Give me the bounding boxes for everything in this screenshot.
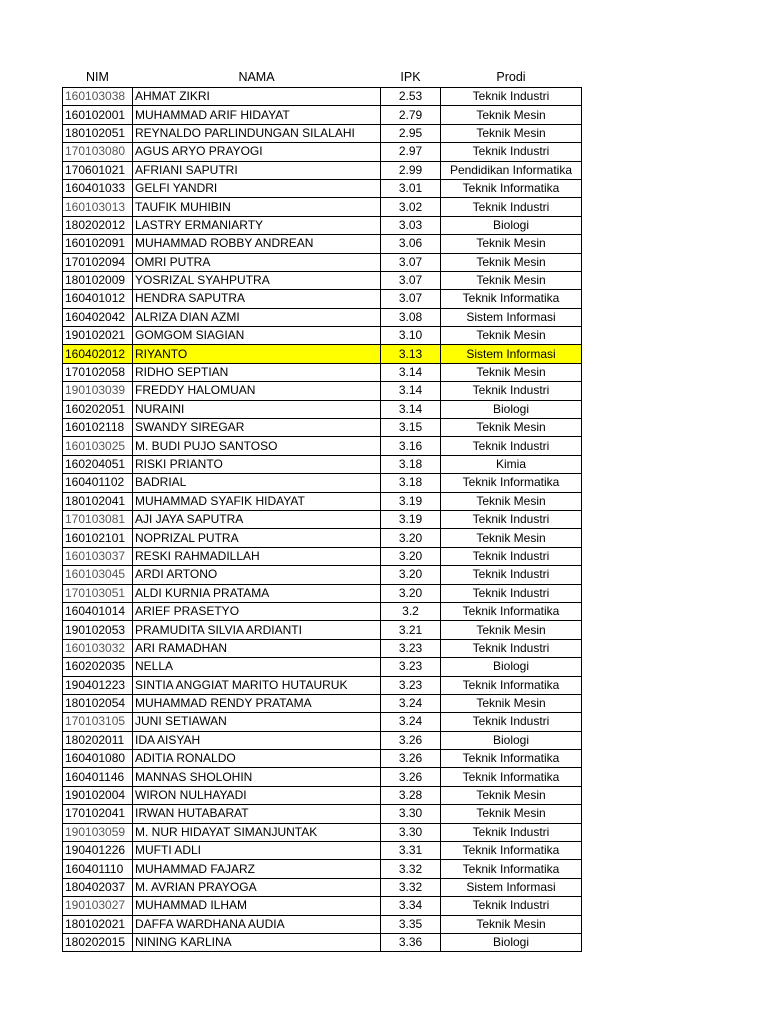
nama-cell[interactable]: WIRON NULHAYADI — [133, 786, 381, 804]
nama-cell[interactable]: BADRIAL — [133, 474, 381, 492]
prodi-cell[interactable]: Teknik Mesin — [441, 805, 582, 823]
nama-cell[interactable]: NURAINI — [133, 400, 381, 418]
table-row — [63, 400, 582, 418]
nim-cell[interactable]: 160102101 — [63, 529, 133, 547]
ipk-cell[interactable]: 3.03 — [381, 216, 441, 234]
ipk-cell[interactable]: 3.02 — [381, 198, 441, 216]
nama-cell[interactable]: GELFI YANDRI — [133, 179, 381, 197]
nama-cell[interactable]: RESKI RAHMADILLAH — [133, 547, 381, 565]
table-row — [63, 694, 582, 712]
table-row — [63, 584, 582, 602]
prodi-cell[interactable]: Sistem Informasi — [441, 345, 582, 363]
table-row — [63, 602, 582, 620]
ipk-cell[interactable]: 3.19 — [381, 510, 441, 528]
table-row — [63, 860, 582, 878]
ipk-cell[interactable]: 3.24 — [381, 713, 441, 731]
nama-cell[interactable]: DAFFA WARDHANA AUDIA — [133, 915, 381, 933]
ipk-cell[interactable]: 2.95 — [381, 124, 441, 142]
nama-cell[interactable]: AJI JAYA SAPUTRA — [133, 510, 381, 528]
nama-cell[interactable]: ALDI KURNIA PRATAMA — [133, 584, 381, 602]
table-row — [63, 547, 582, 565]
table-row — [63, 474, 582, 492]
ipk-cell[interactable]: 3.18 — [381, 474, 441, 492]
table-row — [63, 271, 582, 289]
nama-cell[interactable]: AGUS ARYO PRAYOGI — [133, 143, 381, 161]
nim-cell[interactable]: 160401033 — [63, 179, 133, 197]
nim-cell[interactable]: 160102118 — [63, 419, 133, 437]
table-row — [63, 455, 582, 473]
nim-cell[interactable]: 170103051 — [63, 584, 133, 602]
table-row — [63, 842, 582, 860]
nim-cell[interactable]: 180102054 — [63, 694, 133, 712]
prodi-cell[interactable]: Teknik Industri — [441, 823, 582, 841]
nim-cell[interactable]: 170103105 — [63, 713, 133, 731]
nama-cell[interactable]: JUNI SETIAWAN — [133, 713, 381, 731]
prodi-cell[interactable]: Teknik Industri — [441, 198, 582, 216]
spreadsheet — [62, 67, 582, 952]
prodi-cell[interactable]: Kimia — [441, 455, 582, 473]
nama-cell[interactable]: M. AVRIAN PRAYOGA — [133, 878, 381, 896]
ipk-cell[interactable]: 3.20 — [381, 566, 441, 584]
table-row — [63, 437, 582, 455]
header-ipk[interactable]: IPK — [400, 70, 421, 84]
ipk-cell[interactable]: 3.32 — [381, 878, 441, 896]
nama-cell[interactable]: TAUFIK MUHIBIN — [133, 198, 381, 216]
nim-cell[interactable]: 190103059 — [63, 823, 133, 841]
table-row — [63, 933, 582, 951]
nama-cell[interactable]: ARDI ARTONO — [133, 566, 381, 584]
nim-cell[interactable]: 160103037 — [63, 547, 133, 565]
nama-cell[interactable]: NINING KARLINA — [133, 933, 381, 951]
prodi-cell[interactable]: Teknik Mesin — [441, 529, 582, 547]
table-row — [63, 878, 582, 896]
prodi-cell[interactable]: Teknik Industri — [441, 566, 582, 584]
nama-cell[interactable]: MUHAMMAD ROBBY ANDREAN — [133, 235, 381, 253]
table-row — [63, 529, 582, 547]
prodi-cell[interactable]: Teknik Mesin — [441, 327, 582, 345]
ipk-cell[interactable]: 3.14 — [381, 363, 441, 381]
nim-cell[interactable]: 160102091 — [63, 235, 133, 253]
nama-cell[interactable]: FREDDY HALOMUAN — [133, 382, 381, 400]
nama-cell[interactable]: ARIEF PRASETYO — [133, 602, 381, 620]
nama-cell[interactable]: REYNALDO PARLINDUNGAN SILALAHI — [133, 124, 381, 142]
ipk-cell[interactable]: 3.18 — [381, 455, 441, 473]
prodi-cell[interactable]: Teknik Mesin — [441, 124, 582, 142]
table-row — [63, 290, 582, 308]
prodi-cell[interactable]: Biologi — [441, 658, 582, 676]
nama-cell[interactable]: PRAMUDITA SILVIA ARDIANTI — [133, 621, 381, 639]
ipk-cell[interactable]: 3.06 — [381, 235, 441, 253]
nim-cell[interactable]: 160401014 — [63, 602, 133, 620]
prodi-cell[interactable]: Teknik Industri — [441, 88, 582, 106]
nama-cell[interactable]: HENDRA SAPUTRA — [133, 290, 381, 308]
nim-cell[interactable]: 160401146 — [63, 768, 133, 786]
prodi-cell[interactable]: Teknik Industri — [441, 510, 582, 528]
nama-cell[interactable]: SWANDY SIREGAR — [133, 419, 381, 437]
nama-cell[interactable]: MUHAMMAD FAJARZ — [133, 860, 381, 878]
table-row — [63, 143, 582, 161]
nim-cell[interactable]: 160204051 — [63, 455, 133, 473]
nim-cell[interactable]: 170103080 — [63, 143, 133, 161]
table-row — [63, 897, 582, 915]
ipk-cell[interactable]: 3.26 — [381, 731, 441, 749]
table-row — [63, 823, 582, 841]
student-table — [62, 67, 582, 952]
ipk-cell[interactable]: 3.13 — [381, 345, 441, 363]
prodi-cell[interactable]: Teknik Informatika — [441, 474, 582, 492]
prodi-cell[interactable]: Teknik Informatika — [441, 750, 582, 768]
nim-cell[interactable]: 170102058 — [63, 363, 133, 381]
table-row — [63, 676, 582, 694]
ipk-cell[interactable]: 2.97 — [381, 143, 441, 161]
ipk-cell[interactable]: 3.24 — [381, 694, 441, 712]
table-row — [63, 124, 582, 142]
table-row — [63, 419, 582, 437]
table-row — [63, 198, 582, 216]
prodi-cell[interactable]: Teknik Industri — [441, 897, 582, 915]
ipk-cell[interactable]: 3.23 — [381, 676, 441, 694]
ipk-cell[interactable]: 3.07 — [381, 271, 441, 289]
nim-cell[interactable]: 180202012 — [63, 216, 133, 234]
prodi-cell[interactable]: Teknik Informatika — [441, 842, 582, 860]
nim-cell[interactable]: 160103032 — [63, 639, 133, 657]
nama-cell[interactable]: ALRIZA DIAN AZMI — [133, 308, 381, 326]
prodi-cell[interactable]: Sistem Informasi — [441, 878, 582, 896]
prodi-cell[interactable]: Teknik Mesin — [441, 253, 582, 271]
prodi-cell[interactable]: Teknik Informatika — [441, 179, 582, 197]
nim-cell[interactable]: 160402012 — [63, 345, 133, 363]
prodi-cell[interactable]: Teknik Informatika — [441, 676, 582, 694]
prodi-cell[interactable]: Teknik Mesin — [441, 694, 582, 712]
table-row — [63, 768, 582, 786]
table-row — [63, 805, 582, 823]
nim-cell[interactable]: 160202051 — [63, 400, 133, 418]
ipk-cell[interactable]: 3.28 — [381, 786, 441, 804]
table-row — [63, 915, 582, 933]
table-row — [63, 492, 582, 510]
prodi-cell[interactable]: Teknik Informatika — [441, 290, 582, 308]
ipk-cell[interactable]: 3.01 — [381, 179, 441, 197]
nama-cell[interactable]: NOPRIZAL PUTRA — [133, 529, 381, 547]
ipk-cell[interactable]: 3.08 — [381, 308, 441, 326]
nama-cell[interactable]: LASTRY ERMANIARTY — [133, 216, 381, 234]
ipk-cell[interactable]: 3.14 — [381, 400, 441, 418]
prodi-cell[interactable]: Pendidikan Informatika — [441, 161, 582, 179]
nama-cell[interactable]: SINTIA ANGGIAT MARITO HUTAURUK — [133, 676, 381, 694]
prodi-cell[interactable]: Teknik Mesin — [441, 786, 582, 804]
nim-cell[interactable]: 160103025 — [63, 437, 133, 455]
nim-cell[interactable]: 180102051 — [63, 124, 133, 142]
table-row — [63, 510, 582, 528]
nim-cell[interactable]: 160401012 — [63, 290, 133, 308]
ipk-cell[interactable]: 3.21 — [381, 621, 441, 639]
table-row — [63, 566, 582, 584]
prodi-cell[interactable]: Teknik Mesin — [441, 235, 582, 253]
ipk-cell[interactable]: 3.30 — [381, 805, 441, 823]
table-row — [63, 731, 582, 749]
table-row — [63, 750, 582, 768]
nama-cell[interactable]: ADITIA RONALDO — [133, 750, 381, 768]
nim-cell[interactable]: 180102041 — [63, 492, 133, 510]
prodi-cell[interactable]: Biologi — [441, 933, 582, 951]
ipk-cell[interactable]: 3.34 — [381, 897, 441, 915]
table-row — [63, 308, 582, 326]
prodi-cell[interactable]: Biologi — [441, 216, 582, 234]
nim-cell[interactable]: 190103039 — [63, 382, 133, 400]
nim-cell[interactable]: 170102094 — [63, 253, 133, 271]
nama-cell[interactable]: RIYANTO — [133, 345, 381, 363]
nim-cell[interactable]: 160102001 — [63, 106, 133, 124]
ipk-cell[interactable]: 2.53 — [381, 88, 441, 106]
nim-cell[interactable]: 180102009 — [63, 271, 133, 289]
prodi-cell[interactable]: Teknik Mesin — [441, 271, 582, 289]
table-row — [63, 382, 582, 400]
nama-cell[interactable]: IRWAN HUTABARAT — [133, 805, 381, 823]
prodi-cell[interactable]: Teknik Informatika — [441, 602, 582, 620]
nama-cell[interactable]: AFRIANI SAPUTRI — [133, 161, 381, 179]
prodi-cell[interactable]: Teknik Industri — [441, 547, 582, 565]
table-body — [63, 88, 582, 952]
nama-cell[interactable]: RIDHO SEPTIAN — [133, 363, 381, 381]
ipk-cell[interactable]: 3.20 — [381, 529, 441, 547]
table-row — [63, 235, 582, 253]
prodi-cell[interactable]: Teknik Mesin — [441, 419, 582, 437]
table-row — [63, 179, 582, 197]
table-row — [63, 345, 582, 363]
ipk-cell[interactable]: 3.23 — [381, 639, 441, 657]
table-row — [63, 253, 582, 271]
prodi-cell[interactable]: Teknik Industri — [441, 713, 582, 731]
nim-cell[interactable]: 160103038 — [63, 88, 133, 106]
ipk-cell[interactable]: 3.19 — [381, 492, 441, 510]
nim-cell[interactable]: 160401080 — [63, 750, 133, 768]
nim-cell[interactable]: 190401223 — [63, 676, 133, 694]
nim-cell[interactable]: 180202015 — [63, 933, 133, 951]
nama-cell[interactable]: M. BUDI PUJO SANTOSO — [133, 437, 381, 455]
nama-cell[interactable]: GOMGOM SIAGIAN — [133, 327, 381, 345]
nama-cell[interactable]: ARI RAMADHAN — [133, 639, 381, 657]
nim-cell[interactable]: 190102004 — [63, 786, 133, 804]
nama-cell[interactable]: IDA AISYAH — [133, 731, 381, 749]
ipk-cell[interactable]: 3.23 — [381, 658, 441, 676]
nim-cell[interactable]: 180202011 — [63, 731, 133, 749]
nim-cell[interactable]: 190401226 — [63, 842, 133, 860]
header-nama[interactable]: NAMA — [238, 70, 275, 84]
prodi-cell[interactable]: Teknik Industri — [441, 143, 582, 161]
prodi-cell[interactable]: Teknik Industri — [441, 437, 582, 455]
ipk-cell[interactable]: 3.10 — [381, 327, 441, 345]
nama-cell[interactable]: OMRI PUTRA — [133, 253, 381, 271]
nama-cell[interactable]: MANNAS SHOLOHIN — [133, 768, 381, 786]
prodi-cell[interactable]: Biologi — [441, 400, 582, 418]
ipk-cell[interactable]: 3.26 — [381, 768, 441, 786]
ipk-cell[interactable]: 3.07 — [381, 290, 441, 308]
ipk-cell[interactable]: 2.79 — [381, 106, 441, 124]
prodi-cell[interactable]: Teknik Industri — [441, 382, 582, 400]
table-row — [63, 106, 582, 124]
prodi-cell[interactable]: Teknik Mesin — [441, 363, 582, 381]
header-row — [63, 67, 582, 88]
nim-cell[interactable]: 170103081 — [63, 510, 133, 528]
ipk-cell[interactable]: 3.31 — [381, 842, 441, 860]
header-prodi[interactable]: Prodi — [496, 70, 526, 84]
ipk-cell[interactable]: 3.20 — [381, 584, 441, 602]
nim-cell[interactable]: 160401102 — [63, 474, 133, 492]
header-nim[interactable]: NIM — [86, 70, 109, 84]
table-row — [63, 786, 582, 804]
table-row — [63, 363, 582, 381]
nim-cell[interactable]: 160103045 — [63, 566, 133, 584]
ipk-cell[interactable]: 3.07 — [381, 253, 441, 271]
nim-cell[interactable]: 170102041 — [63, 805, 133, 823]
table-row — [63, 621, 582, 639]
prodi-cell[interactable]: Biologi — [441, 731, 582, 749]
prodi-cell[interactable]: Teknik Mesin — [441, 492, 582, 510]
ipk-cell[interactable]: 3.20 — [381, 547, 441, 565]
prodi-cell[interactable]: Teknik Mesin — [441, 915, 582, 933]
nim-cell[interactable]: 160103013 — [63, 198, 133, 216]
nama-cell[interactable]: RISKI PRIANTO — [133, 455, 381, 473]
prodi-cell[interactable]: Teknik Informatika — [441, 860, 582, 878]
nim-cell[interactable]: 160202035 — [63, 658, 133, 676]
prodi-cell[interactable]: Teknik Industri — [441, 639, 582, 657]
ipk-cell[interactable]: 3.36 — [381, 933, 441, 951]
nama-cell[interactable]: YOSRIZAL SYAHPUTRA — [133, 271, 381, 289]
table-row — [63, 88, 582, 106]
ipk-cell[interactable]: 3.35 — [381, 915, 441, 933]
nim-cell[interactable]: 160401110 — [63, 860, 133, 878]
ipk-cell[interactable]: 3.14 — [381, 382, 441, 400]
nim-cell[interactable]: 190102053 — [63, 621, 133, 639]
ipk-cell[interactable]: 3.26 — [381, 750, 441, 768]
nama-cell[interactable]: MUFTI ADLI — [133, 842, 381, 860]
nim-cell[interactable]: 160402042 — [63, 308, 133, 326]
prodi-cell[interactable]: Teknik Informatika — [441, 768, 582, 786]
prodi-cell[interactable]: Teknik Industri — [441, 584, 582, 602]
table-row — [63, 327, 582, 345]
nim-cell[interactable]: 180102021 — [63, 915, 133, 933]
nim-cell[interactable]: 190102021 — [63, 327, 133, 345]
nama-cell[interactable]: AHMAT ZIKRI — [133, 88, 381, 106]
nim-cell[interactable]: 180402037 — [63, 878, 133, 896]
prodi-cell[interactable]: Sistem Informasi — [441, 308, 582, 326]
prodi-cell[interactable]: Teknik Mesin — [441, 106, 582, 124]
ipk-cell[interactable]: 2.99 — [381, 161, 441, 179]
ipk-cell[interactable]: 3.30 — [381, 823, 441, 841]
ipk-cell[interactable]: 3.15 — [381, 419, 441, 437]
ipk-cell[interactable]: 3.2 — [381, 602, 441, 620]
table-row — [63, 639, 582, 657]
nim-cell[interactable]: 170601021 — [63, 161, 133, 179]
ipk-cell[interactable]: 3.32 — [381, 860, 441, 878]
table-row — [63, 658, 582, 676]
nama-cell[interactable]: MUHAMMAD RENDY PRATAMA — [133, 694, 381, 712]
table-row — [63, 216, 582, 234]
table-row — [63, 161, 582, 179]
prodi-cell[interactable]: Teknik Mesin — [441, 621, 582, 639]
nama-cell[interactable]: NELLA — [133, 658, 381, 676]
nama-cell[interactable]: MUHAMMAD SYAFIK HIDAYAT — [133, 492, 381, 510]
nama-cell[interactable]: MUHAMMAD ILHAM — [133, 897, 381, 915]
nama-cell[interactable]: M. NUR HIDAYAT SIMANJUNTAK — [133, 823, 381, 841]
ipk-cell[interactable]: 3.16 — [381, 437, 441, 455]
nama-cell[interactable]: MUHAMMAD ARIF HIDAYAT — [133, 106, 381, 124]
nim-cell[interactable]: 190103027 — [63, 897, 133, 915]
table-row — [63, 713, 582, 731]
